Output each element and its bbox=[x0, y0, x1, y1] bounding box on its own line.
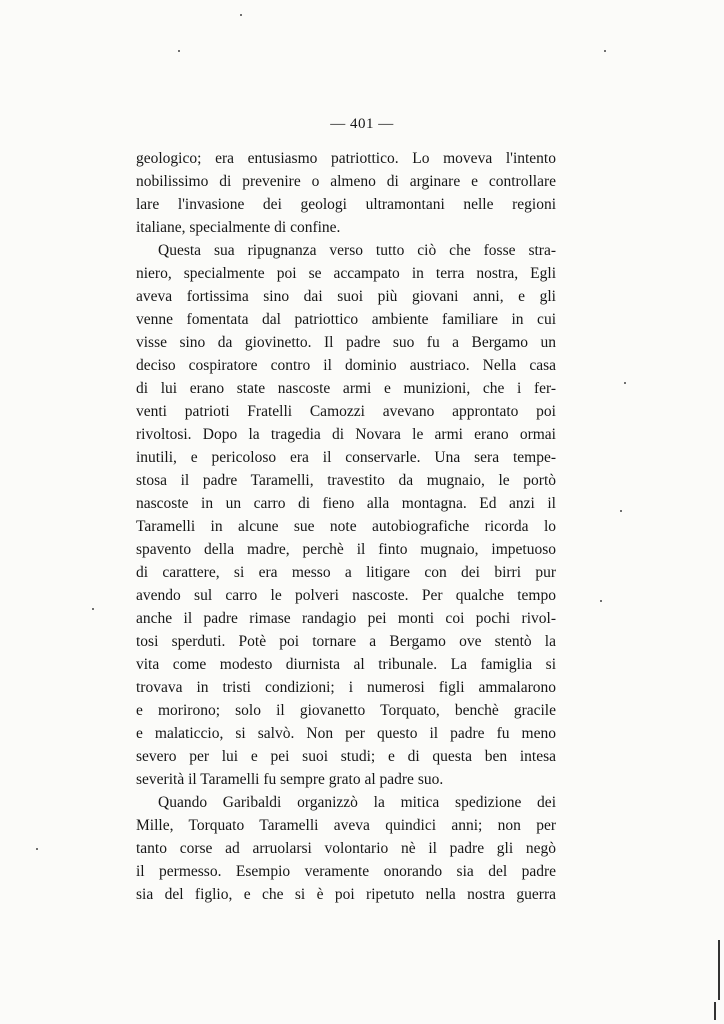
scan-speck bbox=[240, 14, 242, 16]
text-line: anche il padre rimase randagio pei monti coi pochi rivol- bbox=[136, 610, 556, 627]
body-text bbox=[136, 147, 556, 906]
text-line: di carattere, si era messo a litigare con dei birri pur bbox=[136, 564, 556, 581]
scan-speck bbox=[620, 510, 622, 512]
scan-speck bbox=[178, 50, 180, 52]
scan-edge-mark bbox=[714, 1002, 716, 1020]
text-line: deciso cospiratore contro il dominio austriaco. Nella casa bbox=[136, 357, 556, 374]
text-line: e malaticcio, si salvò. Non per questo il padre fu meno bbox=[136, 725, 556, 742]
scan-edge-mark bbox=[718, 940, 720, 1000]
text-line: venne fomentata dal patriottico ambiente familiare in cui bbox=[136, 311, 556, 328]
text-line: geologico; era entusiasmo patriottico. Lo moveva l'intento bbox=[136, 150, 556, 167]
text-line: vita come modesto diurnista al tribunale. La famiglia si bbox=[136, 656, 556, 673]
text-line: Quando Garibaldi organizzò la mitica spedizione dei bbox=[158, 794, 556, 811]
text-line: spavento della madre, perchè il finto mugnaio, impetuoso bbox=[136, 541, 556, 558]
scan-speck bbox=[624, 382, 626, 384]
text-line: Taramelli in alcune sue note autobiografiche ricorda lo bbox=[136, 518, 556, 535]
text-line: sia del figlio, e che si è poi ripetuto nella nostra guerra bbox=[136, 886, 556, 903]
text-line: aveva fortissima sino dai suoi più giovani anni, e gli bbox=[136, 288, 556, 305]
text-line: venti patrioti Fratelli Camozzi avevano approntato poi bbox=[136, 403, 556, 420]
text-line: tanto corse ad arruolarsi volontario nè il padre gli negò bbox=[136, 840, 556, 857]
text-line: visse sino da giovinetto. Il padre suo fu a Bergamo un bbox=[136, 334, 556, 351]
scan-speck bbox=[604, 50, 606, 52]
text-line: Mille, Torquato Taramelli aveva quindici anni; non per bbox=[136, 817, 556, 834]
text-line: stosa il padre Taramelli, travestito da mugnaio, le portò bbox=[136, 472, 556, 489]
scan-speck bbox=[92, 608, 94, 610]
text-line: e morirono; solo il giovanetto Torquato, benchè gracile bbox=[136, 702, 556, 719]
text-line: italiane, specialmente di confine. bbox=[136, 219, 341, 236]
text-line: inutili, e pericoloso era il conservarle. Una sera tempe- bbox=[136, 449, 556, 466]
text-line: il permesso. Esempio veramente onorando sia del padre bbox=[136, 863, 556, 880]
text-line: rivoltosi. Dopo la tragedia di Novara le armi erano ormai bbox=[136, 426, 556, 443]
text-line: Questa sua ripugnanza verso tutto ciò che fosse stra- bbox=[158, 242, 556, 259]
text-line: niero, specialmente poi se accampato in terra nostra, Egli bbox=[136, 265, 556, 282]
text-line: trovava in tristi condizioni; i numerosi figli ammalarono bbox=[136, 679, 556, 696]
text-line: severo per lui e pei suoi studi; e di questa ben intesa bbox=[136, 748, 556, 765]
text-line: di lui erano state nascoste armi e munizioni, che i fer- bbox=[136, 380, 556, 397]
scan-speck bbox=[36, 848, 38, 850]
page-number: — 401 — bbox=[330, 116, 394, 132]
text-line: nobilissimo di prevenire o almeno di arginare e controllare bbox=[136, 173, 556, 190]
text-line: severità il Taramelli fu sempre grato al padre suo. bbox=[136, 771, 444, 788]
text-line: nascoste in un carro di fieno alla montagna. Ed anzi il bbox=[136, 495, 556, 512]
text-line: tosi sperduti. Potè poi tornare a Bergamo ove stentò la bbox=[136, 633, 556, 650]
scan-speck bbox=[600, 600, 602, 602]
text-line: lare l'invasione dei geologi ultramontani nelle regioni bbox=[136, 196, 556, 213]
text-line: avendo sul carro le polveri nascoste. Per qualche tempo bbox=[136, 587, 556, 604]
